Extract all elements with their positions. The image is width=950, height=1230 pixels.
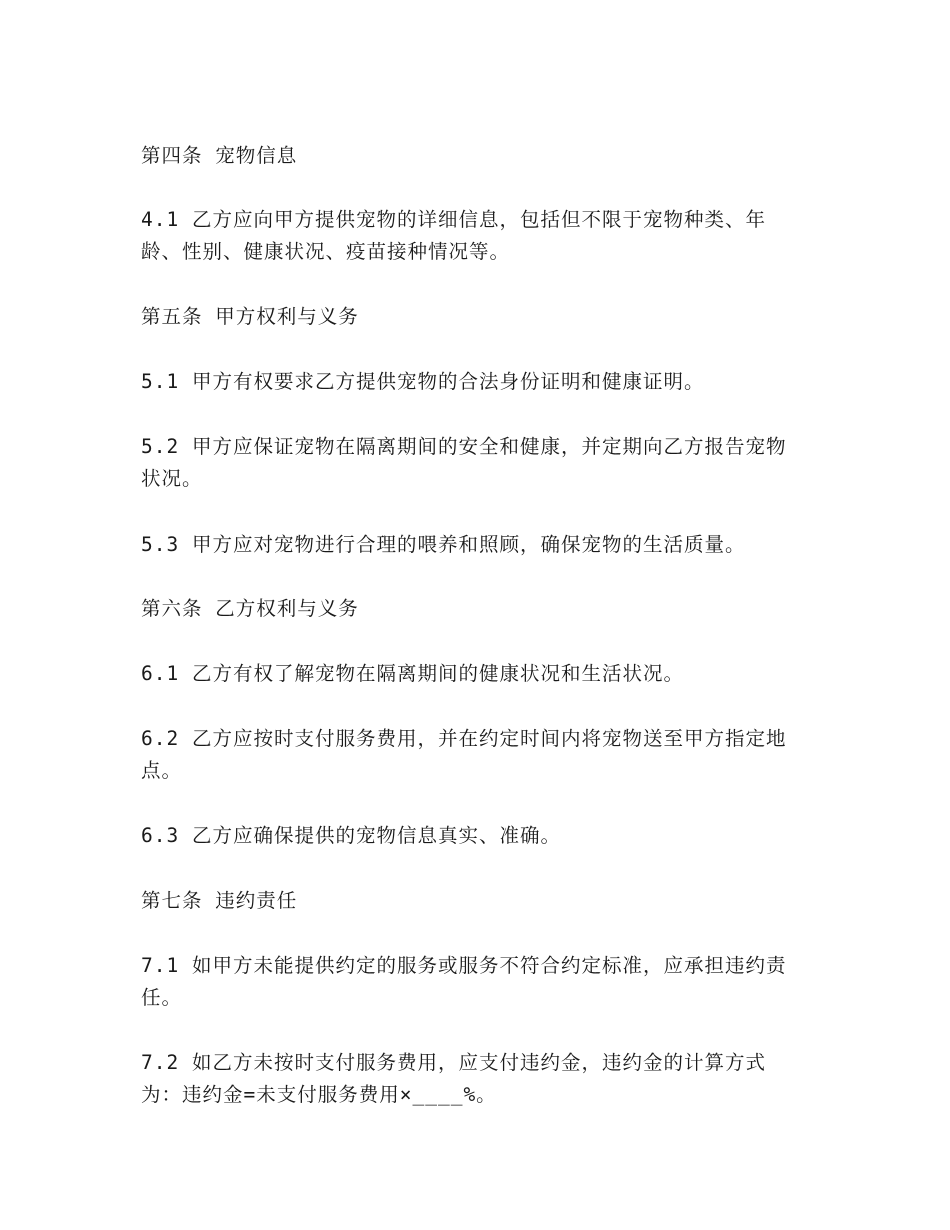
clause-7-2: 7.2 如乙方未按时支付服务费用，应支付违约金，违约金的计算方式为：违约金=未支付服务费用×____%。 [141, 1051, 766, 1106]
clause-5-1: 5.1 甲方有权要求乙方提供宠物的合法身份证明和健康证明。 [141, 370, 705, 393]
clause-7-1: 7.1 如甲方未能提供约定的服务或服务不符合约定标准，应承担违约责任。 [141, 954, 787, 1009]
clause-4-1: 4.1 乙方应向甲方提供宠物的详细信息，包括但不限于宠物种类、年龄、性别、健康状况、疫苗接种情况等。 [141, 208, 766, 263]
clause-5-3: 5.3 甲方应对宠物进行合理的喂养和照顾，确保宠物的生活质量。 [141, 533, 746, 556]
section-7-title: 第七条 违约责任 [141, 889, 298, 912]
section-4-title: 第四条 宠物信息 [141, 144, 298, 167]
clause-5-2: 5.2 甲方应保证宠物在隔离期间的安全和健康，并定期向乙方报告宠物状况。 [141, 435, 787, 490]
section-6-title: 第六条 乙方权利与义务 [141, 597, 359, 620]
clause-6-1: 6.1 乙方有权了解宠物在隔离期间的健康状况和生活状况。 [141, 662, 684, 685]
section-5-title: 第五条 甲方权利与义务 [141, 305, 359, 328]
clause-6-3: 6.3 乙方应确保提供的宠物信息真实、准确。 [141, 824, 561, 847]
clause-6-2: 6.2 乙方应按时支付服务费用，并在约定时间内将宠物送至甲方指定地点。 [141, 727, 787, 782]
